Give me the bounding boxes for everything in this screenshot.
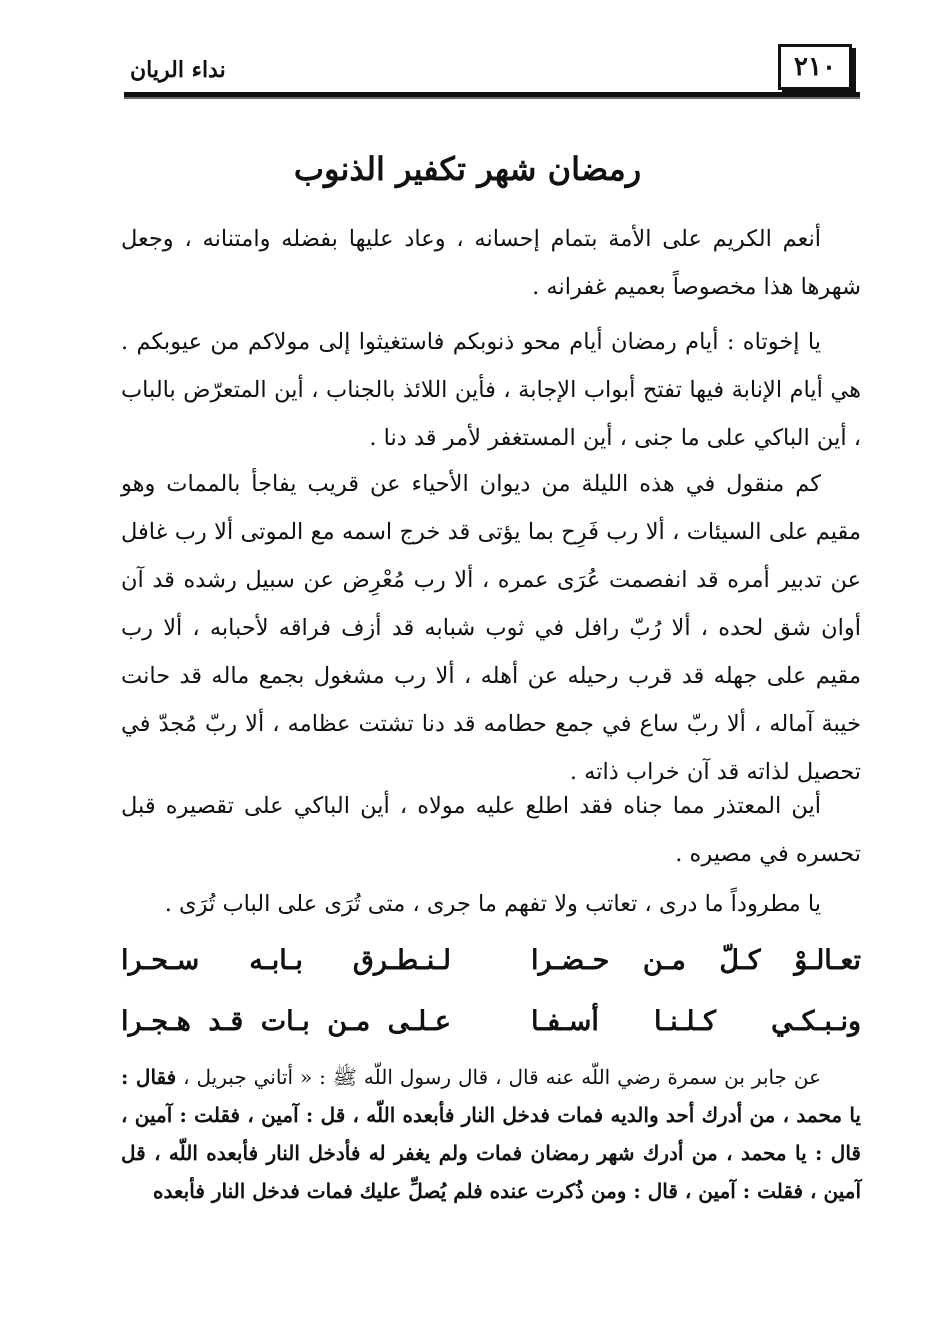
hadith-text bbox=[121, 1058, 861, 1210]
paragraph-text: يا مطروداً ما درى ، تعاتب ولا تفهم ما جرى ، متى تُرَى على الباب تُرَى . bbox=[164, 891, 821, 917]
paragraph-text: كم منقول في هذه الليلة من ديوان الأحياء عن قريب يفاجأ بالممات وهو مقيم على السيئات ، ألا رب فَرِح بما يؤتى قد خرج اسمه مع الموتى ألا رب غافل عن تدبير أمره قد انفصمت عُرَى عمره ، ألا رب مُعْرِض عن سبيل رشده قد آن أوان شق لحده ، ألا رُبّ رافل في ثوب شبابه قد أزف فراقه لأحبابه ، ألا رب مقيم على جهله قد قرب رحيله عن أهله ، ألا رب مشغول بجمع ماله قد حانت خيبة آماله ، ألا ربّ ساع في جمع حطامه قد دنا تشتت عظامه ، ألا ربّ مُجدّ في تحصيل لذاته قد آن خراب ذاته . bbox=[121, 471, 861, 785]
verse-second-hemistich: عـلـى مـن بـات قـد هـجـرا bbox=[121, 1006, 451, 1037]
verse-line-1 bbox=[121, 945, 861, 991]
paragraph-1 bbox=[121, 215, 861, 311]
header-rule bbox=[124, 92, 860, 99]
paragraph-text: أنعم الكريم على الأمة بتمام إحسانه ، وعاد عليها بفضله وامتنانه ، وجعل شهرها هذا مخصوصاً بعميم غفرانه . bbox=[121, 226, 861, 300]
hadith-body: فقال : يا محمد ، من أدرك أحد والديه فمات فدخل النار فأبعده اللّه ، قل : آمين ، فقلت : آمين ، قال : يا محمد ، من أدرك شهر رمضان فمات ولم يغفر له فأدخل النار فأبعده اللّه ، قل آمين ، فقلت : آمين ، قال : ومن ذُكرت عنده فلم يُصلِّ عليك فمات فدخل النار فأبعده bbox=[121, 1065, 861, 1203]
paragraph-5 bbox=[121, 880, 861, 928]
running-title: نداء الريان bbox=[130, 57, 226, 83]
hadith-intro: عن جابر بن سمرة رضي اللّه عنه قال ، قال رسول اللّه ﷺ : « أتاني جبريل ، bbox=[183, 1065, 822, 1089]
paragraph-2 bbox=[121, 318, 861, 462]
chapter-title: رمضان شهر تكفير الذنوب bbox=[293, 150, 642, 188]
verse-line-2 bbox=[121, 1006, 861, 1052]
paragraph-4 bbox=[121, 782, 861, 878]
verse-first-hemistich: تعـالـوْ كـلّ مـن حـضـرا bbox=[531, 945, 861, 976]
page-number: ٢١٠ bbox=[778, 44, 852, 90]
verse-first-hemistich: ونـبـكـي كـلـنـا أسـفـا bbox=[531, 1006, 861, 1037]
paragraph-text: أين المعتذر مما جناه فقد اطلع عليه مولاه ، أين الباكي على تقصيره قبل تحسره في مصيره . bbox=[121, 793, 861, 867]
verse-second-hemistich: لـنـطـرق بـابـه سـحـرا bbox=[121, 945, 451, 976]
paragraph-text: يا إخوتاه : أيام رمضان أيام محو ذنوبكم فاستغيثوا إلى مولاكم من عيوبكم . هي أيام الإنابة فيها تفتح أبواب الإجابة ، فأين اللائذ بالجناب ، أين المتعرّض بالباب ، أين الباكي على ما جنى ، أين المستغفر لأمر قد دنا . bbox=[121, 329, 861, 451]
paragraph-3 bbox=[121, 460, 861, 796]
